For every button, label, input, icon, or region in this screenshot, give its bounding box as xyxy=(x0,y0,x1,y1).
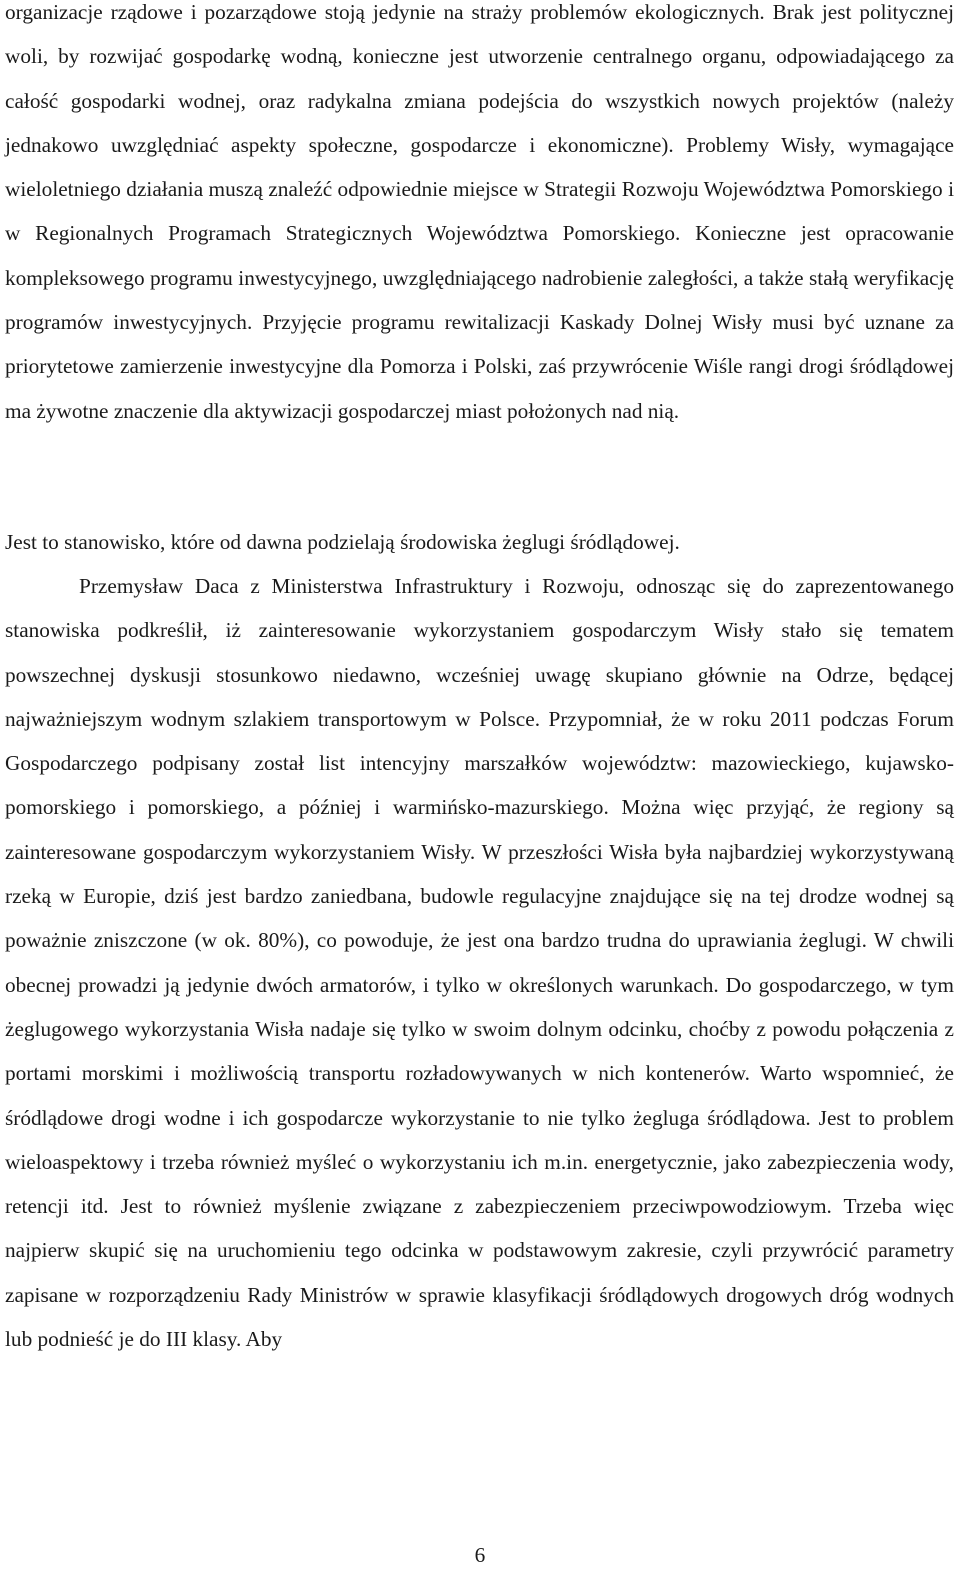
paragraph-ministry-statement: Przemysław Daca z Ministerstwa Infrastruktury i Rozwoju, odnosząc się do zaprezentowanego stanowiska podkreślił, iż zainteresowanie wykorzystaniem gospodarczym Wisły stało się tematem powszechnej dyskusji stosunkowo niedawno, wcześniej uwagę skupiano głównie na Odrze, będącej najważniejszym wodnym szlakiem transportowym w Polsce. Przypomniał, że w roku 2011 podczas Forum Gospodarczego podpisany został list intencyjny marszałków województw: mazowieckiego, kujawsko-pomorskiego i pomorskiego, a później i warmińsko-mazurskiego. Można więc przyjąć, że regiony są zainteresowane gospodarczym wykorzystaniem Wisły. W przeszłości Wisła była najbardziej wykorzystywaną rzeką w Europie, dziś jest bardzo zaniedbana, budowle regulacyjne znajdujące się na tej drodze wodnej są poważnie zniszczone (w ok. 80%), co powoduje, że jest ona bardzo trudna do uprawiania żeglugi. W chwili obecnej prowadzi ją jedynie dwóch armatorów, i tylko w określonych warunkach. Do gospodarczego, w tym żeglugowego wykorzystania Wisła nadaje się tylko w swoim dolnym odcinku, choćby z powodu połączenia z portami morskimi i możliwością transportu rozładowywanych w nich kontenerów. Warto wspomnieć, że śródlądowe drogi wodne i ich gospodarcze wykorzystanie to nie tylko żegluga śródlądowa. Jest to problem wieloaspektowy i trzeba również myśleć o wykorzystaniu ich m.in. energetycznie, jako zabezpieczenia wody, retencji itd. Jest to również myślenie związane z zabezpieczeniem przeciwpowodziowym. Trzeba więc najpierw skupić się na uruchomieniu tego odcinka w podstawowym zakresie, czyli przywrócić parametry zapisane w rozporządzeniu Rady Ministrów w sprawie klasyfikacji śródlądowych drogowych dróg wodnych lub podnieść je do III klasy. Aby xyxy=(5,574,954,1352)
paragraph-water-management-position: organizacje rządowe i pozarządowe stoją jedynie na straży problemów ekologicznych. Brak jest politycznej woli, by rozwijać gospodarkę wodną, konieczne jest utworzenie centralnego organu, odpowiadającego za całość gospodarki wodnej, oraz radykalna zmiana podejścia do wszystkich nowych projektów (należy jednakowo uwzględniać aspekty społeczne, gospodarcze i ekonomiczne). Problemy Wisły, wymagające wieloletniego działania muszą znaleźć odpowiednie miejsce w Strategii Rozwoju Województwa Pomorskiego i w Regionalnych Programach Strategicznych Województwa Pomorskiego. Konieczne jest opracowanie kompleksowego programu inwestycyjnego, uwzględniającego nadrobienie zaległości, a także stałą weryfikację programów inwestycyjnych. Przyjęcie programu rewitalizacji Kaskady Dolnej Wisły musi być uznane za priorytetowe zamierzenie inwestycyjne dla Pomorza i Polski, zaś przywrócenie Wiśle rangi drogi śródlądowej ma żywotne znaczenie dla aktywizacji gospodarczej miast położonych nad nią. xyxy=(5,0,954,423)
page-number: 6 xyxy=(474,1543,486,1567)
paragraph-inland-shipping-stance: Jest to stanowisko, które od dawna podzielają środowiska żeglugi śródlądowej. xyxy=(5,530,680,554)
